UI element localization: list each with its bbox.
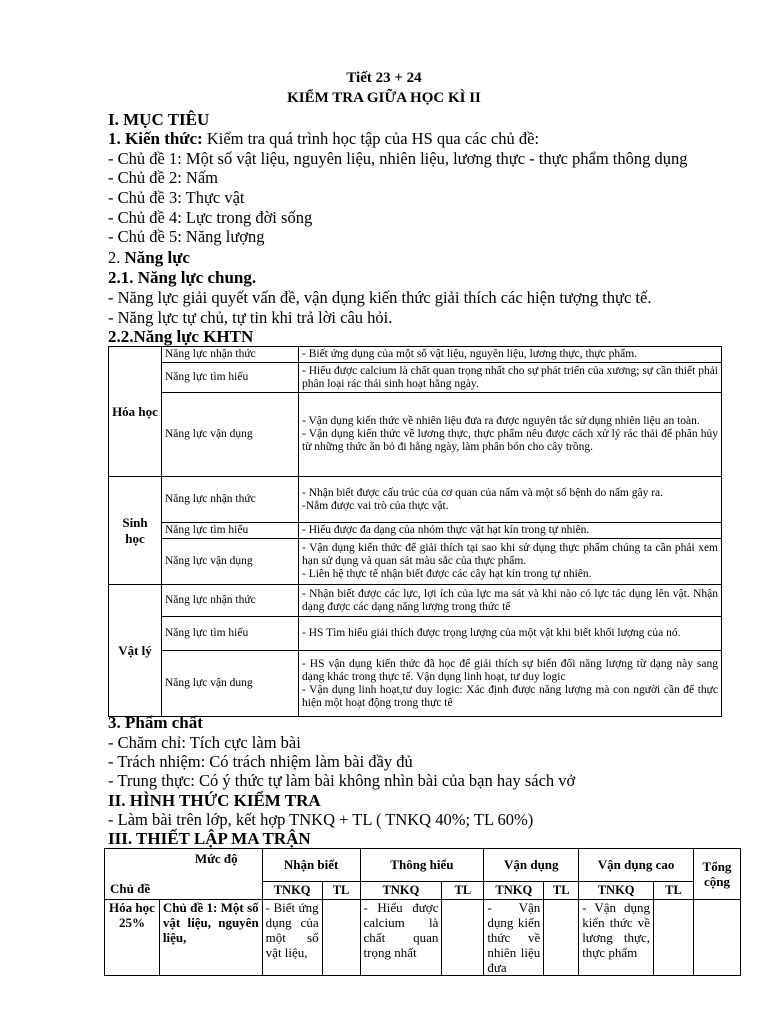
- capability-description-cell: [299, 523, 722, 539]
- table-row: [105, 849, 741, 882]
- level-header: Thông hiểu: [360, 849, 484, 882]
- description-text: - Vận dụng kiến thức về lương thực, thực phẩm nêu được cách xử lý rác thải để phân hủy từ những thức ăn bỏ đi hằng ngày, làm phân bón cho cây trồng.: [302, 428, 718, 453]
- matrix-cell: - Biết ứng dụng của một số vật liệu,: [262, 900, 322, 976]
- matrix-cell: [693, 900, 740, 976]
- topic-label: Chủ đề: [110, 881, 151, 896]
- capability-type-cell: Năng lực nhận thức: [162, 585, 299, 617]
- capability-description-cell: [299, 585, 722, 617]
- capability-description-cell: [299, 617, 722, 651]
- quality-item: - Chăm chỉ: Tích cực làm bài: [108, 733, 301, 752]
- sub-header: TL: [654, 881, 694, 899]
- capability-type-cell: Năng lực nhận thức: [162, 477, 299, 523]
- description-text: - Liên hệ thực tế nhận biết được các cây hạt kín trong tự nhiên.: [302, 568, 592, 580]
- matrix-cell: - Vận dụng kiến thức về lương thực, thực phẩm: [579, 900, 654, 976]
- topic-item: - Chủ đề 1: Một số vật liệu, nguyên liệu, nhiên liệu, lương thực - thực phẩm thông dụng: [108, 149, 688, 168]
- lesson-number: Tiết 23 + 24: [346, 70, 422, 86]
- table-row: [109, 347, 722, 363]
- matrix-cell: [442, 900, 484, 976]
- level-label: Mức độ: [194, 851, 238, 866]
- total-header: Tổng cộng: [693, 849, 740, 900]
- knowledge-line: [108, 129, 539, 148]
- subject-cell: Vật lý: [109, 585, 162, 717]
- capability-description-cell: [299, 539, 722, 585]
- description-text: - Vận dụng kiến thức để giải thích tại sao khi sử dụng thực phẩm chúng ta cần phải xem hạn sử dụng và quan sát màu sắc của thực phẩm.: [302, 542, 718, 567]
- description-text: - Vận dụng kiến thức về nhiên liệu đưa ra được nguyên tắc sử dụng nhiên liệu an toàn.: [302, 415, 700, 427]
- capability-type-cell: Năng lực vận dụng: [162, 539, 299, 585]
- capability-type-cell: Năng lực tìm hiểu: [162, 363, 299, 393]
- table-row: [109, 523, 722, 539]
- description-text: - Nhận biết được các lực, lợi ích của lực ma sát và khi nào có lực tác dụng lên vật. Nhận dạng được các dạng năng lượng trong thức tế: [302, 587, 718, 613]
- capability-type-cell: Năng lực vận dụng: [162, 393, 299, 477]
- test-format-heading: II. HÌNH THỨC KIỂM TRA: [108, 791, 321, 810]
- document-title: KIỂM TRA GIỮA HỌC KÌ II: [287, 90, 481, 106]
- table-row: [109, 477, 722, 523]
- qualities-heading: 3. Phẩm chất: [108, 713, 203, 732]
- description-text: - Hiểu được calcium là chất quan trọng nhất cho sự phát triển của xương; sự cần thiết phải phân loại rác thải sinh hoạt hằng ngày.: [302, 364, 718, 390]
- description-text: - Vận dụng linh hoạt,tư duy logic: Xác định được năng lượng mà con người cần để thực hiện một hoạt động trong thực tế: [302, 683, 718, 709]
- topic-item: - Chủ đề 4: Lực trong đời sống: [108, 208, 313, 227]
- khtn-capability-heading: 2.2.Năng lực KHTN: [108, 327, 254, 346]
- quality-item: - Trách nhiệm: Có trách nhiệm làm bài đầy đủ: [108, 752, 413, 771]
- test-matrix-table: [104, 848, 741, 976]
- level-header: Nhận biết: [262, 849, 360, 882]
- subject-cell: Sinh học: [109, 477, 162, 585]
- section-objectives-heading: I. MỤC TIÊU: [108, 110, 210, 129]
- table-row: [109, 651, 722, 717]
- capability-number: 2.: [108, 248, 125, 267]
- sub-header: TNKQ: [484, 881, 544, 899]
- knowledge-label: 1. Kiến thức:: [108, 129, 203, 148]
- table-row: [105, 900, 741, 976]
- description-text: - HS Tìm hiểu giải thích được trọng lượng của một vật khi biết khối lượng của nó.: [302, 627, 681, 639]
- topic-item: - Chủ đề 3: Thực vật: [108, 188, 245, 207]
- matrix-cell: - Vận dụng kiến thức về nhiên liệu đưa: [484, 900, 544, 976]
- level-header: Vận dụng cao: [579, 849, 694, 882]
- matrix-cell: [654, 900, 694, 976]
- level-header: Vận dụng: [484, 849, 579, 882]
- capability-description-cell: [299, 363, 722, 393]
- matrix-corner-cell: [105, 849, 263, 900]
- sub-header: TNKQ: [579, 881, 654, 899]
- matrix-cell: [544, 900, 579, 976]
- sub-header: TNKQ: [262, 881, 322, 899]
- table-row: [109, 585, 722, 617]
- description-text: - Biết ứng dụng của một số vật liệu, nguyên liệu, lương thực, thực phẩm.: [302, 348, 638, 360]
- sub-header: TL: [544, 881, 579, 899]
- table-row: [109, 393, 722, 477]
- subject-cell: Hóa học 25%: [105, 900, 160, 976]
- capability-title: Năng lực: [124, 248, 190, 267]
- knowledge-text: Kiểm tra quá trình học tập của HS qua các chủ đề:: [202, 129, 540, 148]
- topic-item: - Chủ đề 2: Nấm: [108, 168, 218, 187]
- capability-description-cell: [299, 651, 722, 717]
- capability-type-cell: Năng lực tìm hiểu: [162, 617, 299, 651]
- table-row: [109, 617, 722, 651]
- quality-item: - Trung thực: Có ý thức tự làm bài không nhìn bài của bạn hay sách vở: [108, 771, 576, 790]
- description-text: - HS vận dụng kiến thức đã học để giải thích sự biến đổi năng lượng từ dạng này sang dạng khác trong thực tế. Vận dụng linh hoạt, tư duy logic: [302, 657, 718, 683]
- general-capability-item: - Năng lực tự chủ, tự tin khi trả lời câu hỏi.: [108, 308, 393, 327]
- test-format-text: - Làm bài trên lớp, kết hợp TNKQ + TL ( TNKQ 40%; TL 60%): [108, 810, 534, 829]
- sub-header: TL: [322, 881, 360, 899]
- sub-header: TL: [442, 881, 484, 899]
- capability-type-cell: Năng lực nhận thức: [162, 347, 299, 363]
- general-capability-heading: 2.1. Năng lực chung.: [108, 268, 257, 287]
- khtn-capability-table: [108, 346, 722, 717]
- topic-cell: Chủ đề 1: Một số vật liệu, nguyên liệu,: [159, 900, 262, 976]
- table-row: [109, 363, 722, 393]
- sub-header: TNKQ: [360, 881, 442, 899]
- subject-cell: Hóa học: [109, 347, 162, 477]
- matrix-cell: - Hiểu được calcium là chất quan trọng nhất: [360, 900, 442, 976]
- capability-type-cell: Năng lực vận dung: [162, 651, 299, 717]
- general-capability-item: - Năng lực giải quyết vấn đề, vận dụng kiến thức giải thích các hiện tượng thực tế.: [108, 288, 652, 307]
- capability-description-cell: [299, 393, 722, 477]
- description-text: -Nắm được vai trò của thực vật.: [302, 499, 449, 512]
- matrix-heading: III. THIẾT LẬP MA TRẬN: [108, 829, 311, 848]
- capability-heading: [108, 248, 190, 267]
- matrix-cell: [322, 900, 360, 976]
- topic-item: - Chủ đề 5: Năng lượng: [108, 227, 265, 246]
- table-row: [109, 539, 722, 585]
- capability-description-cell: [299, 347, 722, 363]
- capability-description-cell: [299, 477, 722, 523]
- description-text: - Hiểu được đa dạng của nhóm thực vật hạt kín trong tự nhiên.: [302, 524, 590, 536]
- capability-type-cell: Năng lực tìm hiểu: [162, 523, 299, 539]
- description-text: - Nhận biết được cấu trúc của cơ quan của nấm và một số bệnh do nấm gây ra.: [302, 486, 664, 499]
